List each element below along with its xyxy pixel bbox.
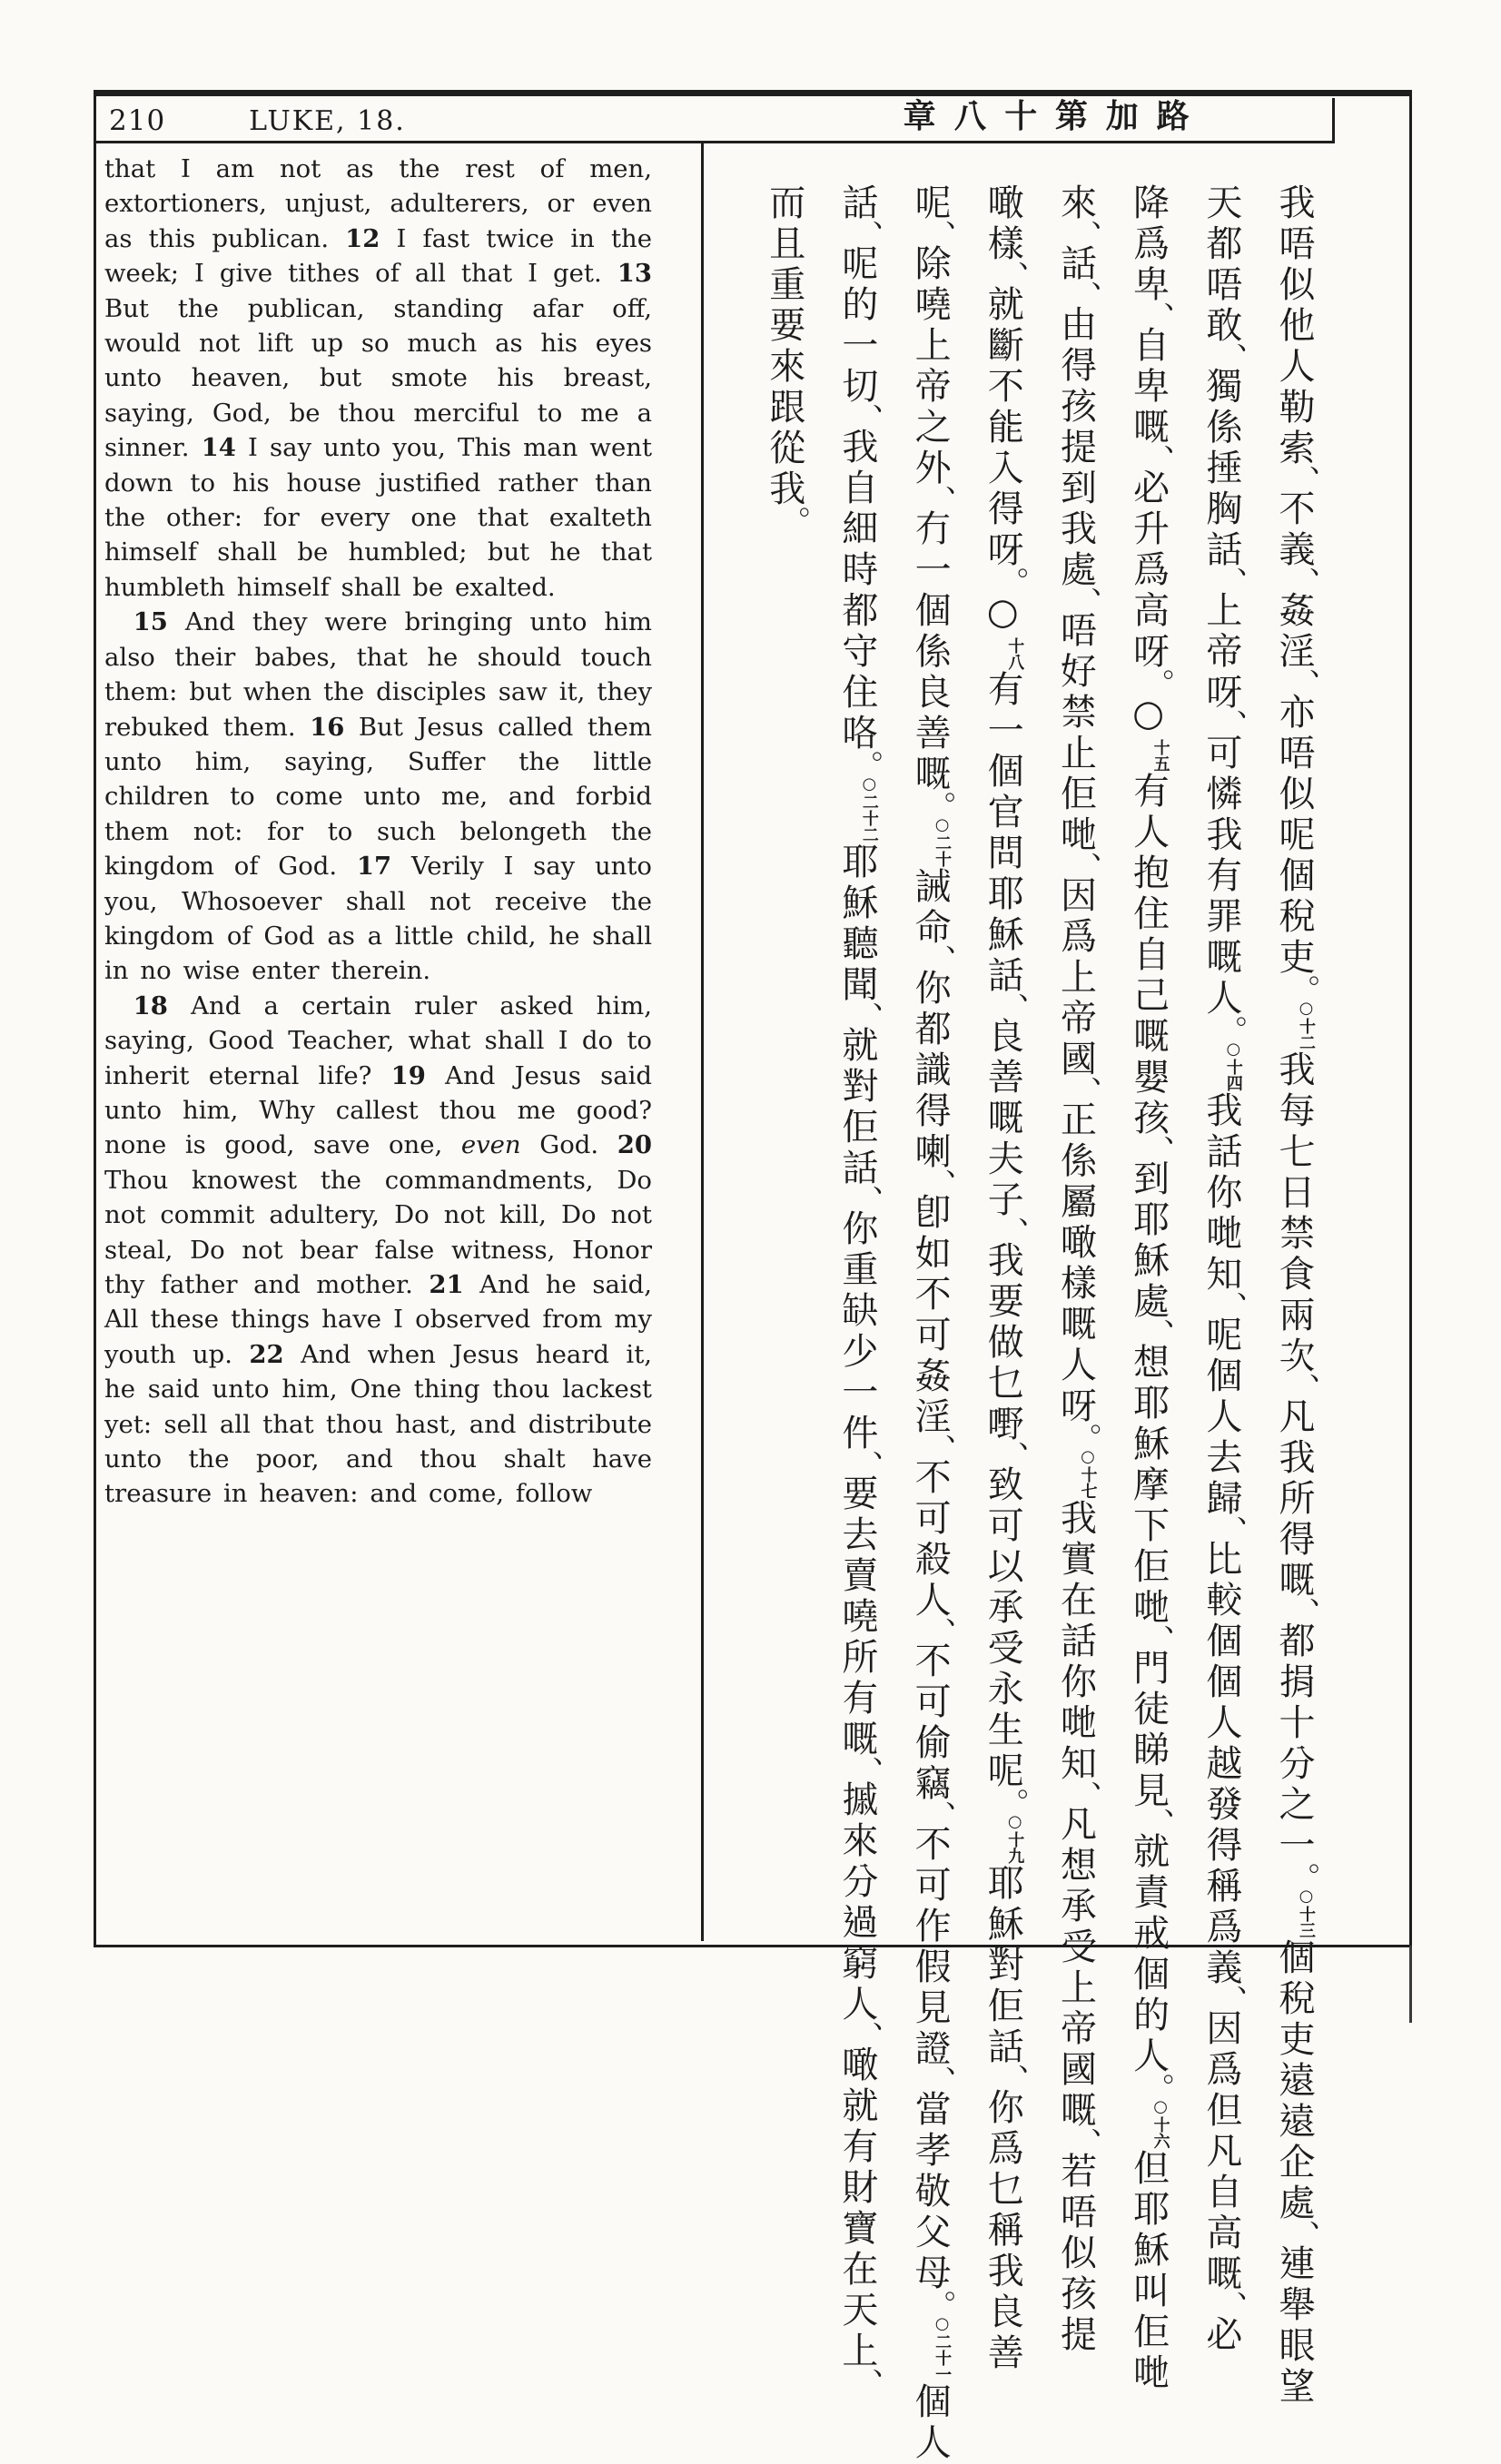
chinese-column: 呢、除嘵上帝之外、冇一個係良善嘅。○二十誡命、你都識得喇、卽如不可姦淫、不可殺人、不可偷竊、不可作假見證、當孝敬父母。○二十一個人 [909,183,957,2464]
cjk-punctuation: 、 [1284,2220,1320,2251]
cjk-punctuation: 、 [992,992,1030,1023]
cjk-punctuation: 。 [1210,1015,1248,1046]
verse-number-marker: ○十六 [1150,2097,1170,2149]
cjk-punctuation: 。 [920,2290,957,2321]
verse-number: 21 [429,1270,464,1299]
cjk-punctuation: 、 [992,1217,1030,1247]
cjk-punctuation: 、 [1210,1291,1248,1322]
cjk-punctuation: 。 [1284,1862,1320,1893]
cjk-punctuation: 。 [920,791,957,822]
verse-number: 17 [356,852,392,882]
english-text-column [96,141,704,1941]
italicized-word: even [460,1130,521,1160]
verse-number: 16 [310,712,345,742]
cjk-punctuation: 、 [1065,586,1102,617]
scripture-text: And Jesus said unto him, Why callest thou me good? none is good, save one, [104,1060,652,1160]
scripture-text: God. [520,1130,617,1160]
cjk-punctuation: 、 [1284,567,1320,597]
cjk-punctuation: 。 [1065,1423,1102,1454]
verse-number-marker: 十八 [1005,637,1025,670]
verse-number: 22 [249,1339,284,1369]
page-body [96,141,1409,2464]
verse-number: 14 [201,433,236,463]
cjk-punctuation: 、 [992,1441,1030,1472]
cjk-punctuation: 、 [1210,2291,1248,2321]
cjk-punctuation: 、 [920,220,957,251]
cjk-punctuation: 、 [1065,1076,1102,1107]
header-book-title-chinese: 章八十第加路 [903,97,1208,135]
verse-number: 15 [133,607,168,637]
cjk-punctuation: 、 [1065,852,1102,882]
scripture-text: that I am not as the rest of men, extortioners, unjust, adulterers, or even as this publican. [104,154,652,253]
cjk-punctuation: 、 [1284,668,1320,699]
cjk-punctuation: 、 [1210,1515,1248,1546]
scripture-text: Thou knowest the commandments, Do not commit adultery, Do not kill, Do not steal, Do not bear false witness, Honor thy father and mother. [104,1165,652,1299]
header-rule [96,141,1335,143]
cjk-punctuation: 、 [1065,2127,1102,2158]
verse-number-marker: ○十四 [1223,1040,1243,1091]
cjk-punctuation: 。 [1138,2073,1175,2104]
cjk-punctuation: 、 [846,1001,884,1032]
chinese-column: 我唔似他人勒索、不義、姦淫、亦唔似呢個稅吏。○十二我每七日禁食兩次、凡我所得嘅、都捐十分之一。○十三個稅吏遠遠企處、連舉眼望 [1273,183,1320,2408]
chinese-column: 天都唔敢、獨係捶胸話、上帝呀、可憐我有罪嘅人。○十四我話你哋知、呢個人去歸、比較個個人越發得稱爲義、因爲但凡自高嘅、必 [1200,183,1248,2356]
scripture-text: But the publican, standing afar off, would not lift up so much as his eyes unto heaven, but smote his breast, saying, God, be thou merciful to me a sinner. [104,293,652,463]
cjk-punctuation: 、 [1138,1135,1175,1166]
cjk-punctuation: 。 [774,506,811,537]
cjk-punctuation: 、 [846,1756,884,1787]
cjk-punctuation: 。 [992,1788,1030,1818]
cjk-punctuation: 、 [1138,444,1175,475]
header-right [701,91,1409,141]
verse-number: 20 [617,1130,652,1160]
cjk-punctuation: 、 [846,1185,884,1216]
cjk-punctuation: 、 [1210,567,1248,597]
page-edge-line [1409,1946,1412,2023]
cjk-punctuation: 。 [846,750,884,781]
cjk-punctuation: 、 [1210,1985,1248,2016]
cjk-punctuation: 、 [1138,1808,1175,1838]
cjk-punctuation: 、 [920,1168,957,1199]
cjk-punctuation: 、 [846,2021,884,2052]
chinese-text-columns [704,141,1409,2464]
cjk-punctuation: 、 [1284,1597,1320,1628]
cjk-punctuation: 、 [1065,220,1102,251]
header-left [96,104,701,141]
cjk-punctuation: 、 [920,2065,957,2096]
cjk-punctuation: 。 [1284,974,1320,1005]
english-paragraph [104,152,652,605]
verse-number-marker: ○二十 [933,815,953,867]
cjk-punctuation: 、 [846,1450,884,1481]
verse-number-marker: 十五 [1150,739,1170,772]
cjk-punctuation: 、 [920,1800,957,1831]
verse-number: 18 [133,991,168,1020]
cjk-punctuation: 、 [920,1617,957,1648]
cjk-punctuation: 、 [992,2064,1030,2094]
verse-number-marker: ○十二 [1297,999,1316,1050]
cjk-punctuation: 、 [846,403,884,434]
english-paragraph [104,605,652,988]
cjk-punctuation: 、 [1065,1780,1102,1811]
cjk-punctuation: 。 [992,567,1030,597]
header-book-title: LUKE, 18. [249,105,406,137]
verse-number-marker: ○十三 [1297,1887,1316,1938]
cjk-punctuation: 、 [1138,301,1175,332]
chinese-column: 噉樣、就斷不能入得呀。○十八有一個官問耶穌話、良善嘅夫子、我要做乜嘢、致可以承受永生呢。○十九耶穌對佢話、你爲乜稱我良善 [982,183,1030,2374]
cjk-punctuation: 。 [1138,668,1175,699]
english-paragraph [104,989,652,1512]
cjk-punctuation: 、 [920,944,957,975]
verse-number-marker: ○十九 [1005,1812,1025,1864]
verse-number: 12 [345,223,380,253]
page-number: 210 [109,104,166,137]
scripture-text: Verily I say unto you, Whosoever shall not receive the kingdom of God as a little child, he shall in no wise enter therein. [104,852,652,986]
scripture-text: And a certain ruler asked him, saying, Good Teacher, what shall I do to inherit eternal life? [104,991,652,1090]
cjk-punctuation: 、 [1065,281,1102,311]
chinese-column: 而且重要來跟從我。 [763,183,811,537]
cjk-punctuation: 、 [1210,709,1248,740]
page-header [96,96,1409,141]
chinese-column: 來、話、由得孩提到我處、唔好禁止佢哋、因爲上帝國、正係屬噉樣嘅人呀。○十七我實在話你哋知、凡想承受上帝國嘅、若唔似孩提 [1054,183,1102,2356]
scripture-text: But Jesus called them unto him, saying, Suffer the little children to come unto me, and forbid them not: for to such belongeth the kingdom of God. [104,712,652,882]
page-frame [94,90,1412,2464]
verse-number: 13 [617,259,652,289]
cjk-punctuation: 、 [846,2368,884,2399]
cjk-punctuation: 、 [1284,465,1320,496]
cjk-punctuation: 、 [1284,1373,1320,1404]
scripture-text: I fast twice in the week; I give tithes of all that I get. [104,223,652,289]
scripture-text: And when Jesus heard it, he said unto him, One thing thou lackest yet: sell all that thou hast, and distribute unto the poor, and thou shalt have treasure in heaven: and come, follow [104,1339,652,1509]
cjk-punctuation: 、 [1210,342,1248,373]
scripture-text: And they were bringing unto him also their babes, that he should touch them: but when the disciples saw it, they rebuked them. [104,607,652,742]
verse-number-marker: ○十七 [1078,1447,1098,1499]
cjk-punctuation: 、 [1138,1624,1175,1655]
verse-number: 19 [390,1060,426,1090]
chinese-column: 話、呢的一切、我自細時都守住咯。○二十二耶穌聽聞、就對佢話、你重缺少一件、要去賣嘵所有嘅、摵來分過窮人、噉就有財寶在天上、 [835,183,884,2399]
cjk-punctuation: 、 [920,485,957,516]
cjk-punctuation: 、 [846,220,884,251]
header-rule-end-tick [1332,98,1335,143]
cjk-punctuation: 、 [1138,1318,1175,1349]
scripture-text: I say unto you, This man went down to his house justified rather than the other: for every one that exalteth himself shall be humbled; but he that humbleth himself shall be exalted. [104,433,652,602]
scripture-text: And he said, All these things have I observed from my youth up. [104,1270,652,1369]
chinese-column: 降爲卑、自卑嘅、必升爲高呀。○十五有人抱住自己嘅嬰孩、到耶穌處、想耶穌摩下佢哋、門徒睇見、就責戒個的人。○十六但耶穌叫佢哋 [1127,183,1175,2394]
verse-number-marker: ○二十一 [933,2314,953,2382]
cjk-punctuation: 、 [992,261,1030,291]
cjk-punctuation: 、 [920,1434,957,1464]
verse-number-marker: ○二十二 [859,774,879,843]
